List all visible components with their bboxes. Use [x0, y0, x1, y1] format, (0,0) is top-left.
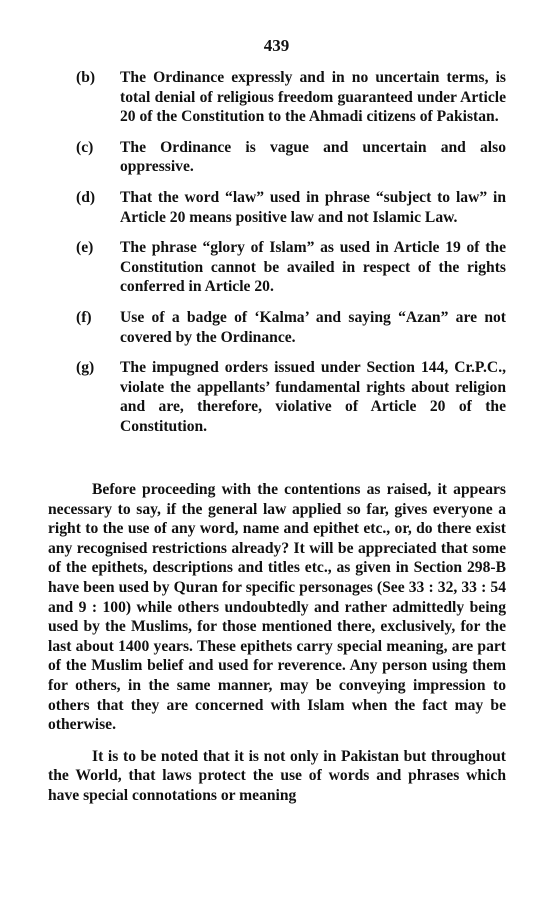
list-item-marker: (f) [76, 308, 92, 326]
list-item [76, 68, 506, 127]
list-item-marker: (e) [76, 239, 94, 257]
list-item-text: The Ordinance is vague and uncertain and also oppressive. [120, 138, 506, 176]
body-text [48, 480, 506, 818]
list-item [76, 138, 506, 177]
page-number: 439 [263, 36, 290, 55]
list-item-marker: (c) [76, 138, 94, 156]
paragraph: Before proceeding with the contentions as raised, it appears necessary to say, if the general law applied so far, gives everyone a right to the use of any word, name and epithet etc., or, do there exist any recognised restrictions already? It will be appreciated that some of the epithets, descriptions and titles etc., as given in Section 298-B have been used by Quran for specific personages (See 33 : 32, 33 : 54 and 9 : 100) while others undoubtedly and rather admittedly being used by the Muslims, for those mentioned there, exclusively, for the last about 1400 years. These epithets carry special meaning, are part of the Muslim belief and used for reverence. Any person using them for others, in the same manner, may be conveying impression to others that they are concerned with Islam when the fact may be otherwise. [48, 481, 506, 734]
list-item-marker: (b) [76, 69, 96, 86]
list-item [76, 238, 506, 297]
list-item-text: The impugned orders issued under Section 144, Cr.P.C., violate the appellants’ fundamental rights about religion and are, therefore, violative of Article 20 of the Constitution. [120, 359, 506, 435]
list-item-marker: (g) [76, 359, 95, 377]
contentions-list [76, 68, 506, 448]
list-item [76, 358, 506, 436]
list-item-marker: (d) [76, 188, 96, 206]
list-item-text: Use of a badge of ‘Kalma’ and saying “Azan” are not covered by the Ordinance. [120, 308, 506, 346]
list-item-text: The Ordinance expressly and in no uncertain terms, is total denial of religious freedom guaranteed under Article 20 of the Constitution to the Ahmadi citizens of Pakistan. [120, 69, 506, 126]
list-item [76, 308, 506, 347]
list-item-text: The phrase “glory of Islam” as used in Article 19 of the Constitution cannot be availed in respect of the rights conferred in Article 20. [120, 239, 506, 296]
paragraph: It is to be noted that it is not only in Pakistan but throughout the World, that laws protect the use of words and phrases which have special connotations or meaning [48, 747, 506, 804]
list-item [76, 188, 506, 227]
list-item-text: That the word “law” used in phrase “subject to law” in Article 20 means positive law and not Islamic Law. [120, 188, 506, 226]
